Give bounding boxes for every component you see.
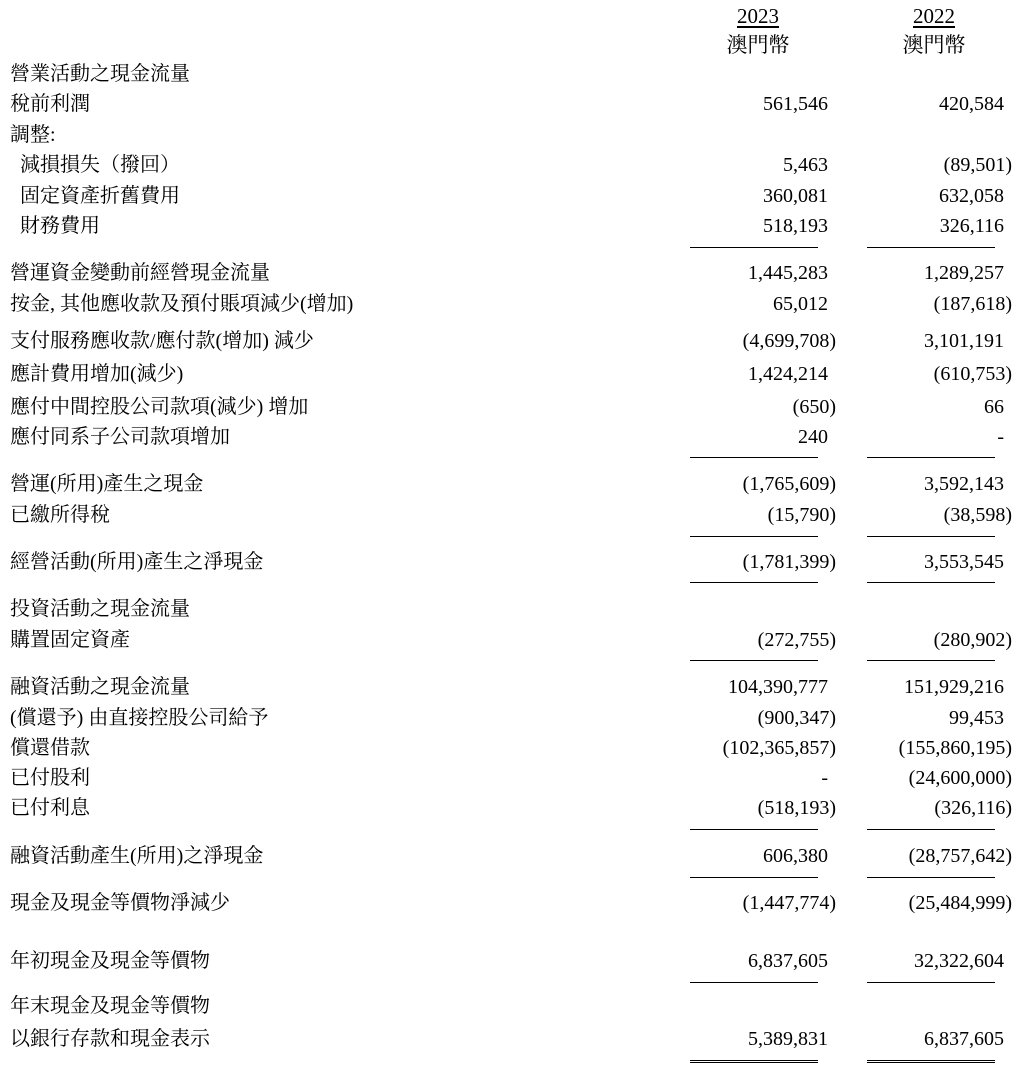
subtotal-rule — [867, 582, 995, 583]
value-2023: 6,837,605 — [748, 950, 828, 972]
value-2022: (326,116) — [934, 797, 1012, 819]
value-2022: 420,584 — [939, 93, 1004, 115]
subtotal-rule — [867, 877, 995, 878]
statement-row — [0, 734, 1016, 762]
subtotal-rule — [867, 829, 995, 830]
value-2022: (187,618) — [933, 293, 1012, 315]
statement-row — [0, 992, 1016, 1020]
value-2023: (518,193) — [757, 797, 836, 819]
value-2022: 326,116 — [939, 215, 1004, 237]
value-2023: (15,790) — [767, 504, 836, 526]
row-label: 稅前利潤 — [10, 93, 90, 115]
row-label: 現金及現金等價物淨減少 — [10, 892, 230, 914]
statement-row — [0, 889, 1016, 917]
value-2023: 104,390,777 — [728, 676, 828, 698]
row-label: 減損損失（撥回） — [20, 154, 180, 176]
row-label: (償還予) 由直接控股公司給予 — [10, 707, 269, 729]
value-2023: 1,445,283 — [748, 262, 828, 284]
currency-2023-heading: 澳門幣 — [726, 33, 790, 57]
value-2023: (102,365,857) — [722, 737, 836, 759]
row-label: 已付股利 — [10, 767, 90, 789]
value-2022: - — [997, 426, 1004, 448]
row-label: 應付中間控股公司款項(減少) 增加 — [10, 396, 309, 418]
value-2023: (1,781,399) — [742, 551, 836, 573]
value-2023: - — [821, 767, 828, 789]
value-2022: (155,860,195) — [898, 737, 1012, 759]
currency-2022-heading: 澳門幣 — [902, 33, 966, 57]
subtotal-rule — [690, 457, 818, 458]
statement-row — [0, 673, 1016, 701]
subtotal-rule — [690, 982, 818, 983]
total-double-rule — [690, 1060, 818, 1063]
statement-row — [0, 290, 1016, 318]
statement-row — [0, 360, 1016, 388]
row-label: 融資活動之現金流量 — [10, 676, 190, 698]
statement-row — [0, 182, 1016, 210]
row-label: 應計費用增加(減少) — [10, 363, 184, 385]
row-label: 營運資金變動前經營現金流量 — [10, 262, 270, 284]
value-2022: 632,058 — [939, 185, 1004, 207]
statement-row — [0, 90, 1016, 118]
value-2023: (1,765,609) — [742, 473, 836, 495]
row-label: 融資活動產生(所用)之淨現金 — [10, 845, 264, 867]
row-label: 已付利息 — [10, 797, 90, 819]
statement-row — [0, 764, 1016, 792]
row-label: 償還借款 — [10, 737, 90, 759]
row-label: 按金, 其他應收款及預付賬項減少(增加) — [10, 293, 354, 315]
statement-row — [0, 259, 1016, 287]
subtotal-rule — [867, 536, 995, 537]
statement-row — [0, 794, 1016, 822]
subtotal-rule — [690, 247, 818, 248]
value-2022: 6,837,605 — [924, 1028, 1004, 1050]
value-2022: (610,753) — [933, 363, 1012, 385]
column-header-2023 — [698, 4, 818, 57]
value-2023: (650) — [792, 396, 836, 418]
statement-row — [0, 595, 1016, 623]
row-label: 已繳所得稅 — [10, 504, 110, 526]
row-label: 購置固定資產 — [10, 629, 130, 651]
row-label: 投資活動之現金流量 — [10, 598, 190, 620]
statement-row — [0, 121, 1016, 149]
statement-row — [0, 626, 1016, 654]
statement-row — [0, 501, 1016, 529]
subtotal-rule — [867, 457, 995, 458]
value-2022: (280,902) — [933, 629, 1012, 651]
row-label: 以銀行存款和現金表示 — [10, 1028, 210, 1050]
value-2022: (24,600,000) — [908, 767, 1012, 789]
row-label: 固定資產折舊費用 — [20, 185, 180, 207]
row-label: 支付服務應收款/應付款(增加) 減少 — [10, 330, 314, 352]
value-2022: 99,453 — [949, 707, 1004, 729]
value-2023: (900,347) — [757, 707, 836, 729]
row-label: 年初現金及現金等價物 — [10, 950, 210, 972]
value-2023: (1,447,774) — [742, 892, 836, 914]
value-2023: 1,424,214 — [748, 363, 828, 385]
subtotal-rule — [867, 247, 995, 248]
value-2022: 32,322,604 — [914, 950, 1004, 972]
subtotal-rule — [867, 660, 995, 661]
value-2022: (28,757,642) — [908, 845, 1012, 867]
row-label: 經營活動(所用)產生之淨現金 — [10, 551, 264, 573]
statement-row — [0, 947, 1016, 975]
statement-row — [0, 704, 1016, 732]
statement-row — [0, 1025, 1016, 1053]
subtotal-rule — [867, 982, 995, 983]
value-2022: 3,592,143 — [924, 473, 1004, 495]
value-2023: 561,546 — [763, 93, 828, 115]
subtotal-rule — [690, 660, 818, 661]
statement-row — [0, 327, 1016, 355]
subtotal-rule — [690, 582, 818, 583]
value-2022: 151,929,216 — [904, 676, 1004, 698]
value-2023: (272,755) — [757, 629, 836, 651]
value-2022: (38,598) — [943, 504, 1012, 526]
value-2023: 518,193 — [763, 215, 828, 237]
value-2023: 65,012 — [773, 293, 828, 315]
year-2022-heading: 2022 — [913, 4, 955, 28]
value-2023: 360,081 — [763, 185, 828, 207]
value-2023: (4,699,708) — [742, 330, 836, 352]
subtotal-rule — [690, 877, 818, 878]
row-label: 營運(所用)產生之現金 — [10, 473, 204, 495]
value-2023: 606,380 — [763, 845, 828, 867]
statement-row — [0, 423, 1016, 451]
row-label: 營業活動之現金流量 — [10, 63, 190, 85]
statement-row — [0, 842, 1016, 870]
year-2023-heading: 2023 — [737, 4, 779, 28]
statement-row — [0, 470, 1016, 498]
value-2023: 5,389,831 — [748, 1028, 828, 1050]
row-label: 應付同系子公司款項增加 — [10, 426, 230, 448]
value-2022: 3,101,191 — [924, 330, 1004, 352]
value-2022: (25,484,999) — [908, 892, 1012, 914]
subtotal-rule — [690, 829, 818, 830]
column-header-2022 — [874, 4, 994, 57]
statement-row — [0, 151, 1016, 179]
statement-row — [0, 393, 1016, 421]
statement-row — [0, 548, 1016, 576]
total-double-rule — [867, 1060, 995, 1063]
row-label: 調整: — [10, 124, 56, 146]
value-2022: 66 — [984, 396, 1004, 418]
value-2022: 1,289,257 — [924, 262, 1004, 284]
subtotal-rule — [690, 536, 818, 537]
value-2022: 3,553,545 — [924, 551, 1004, 573]
row-label: 年末現金及現金等價物 — [10, 995, 210, 1017]
statement-row — [0, 60, 1016, 88]
value-2022: (89,501) — [943, 154, 1012, 176]
value-2023: 5,463 — [783, 154, 828, 176]
row-label: 財務費用 — [20, 215, 100, 237]
value-2023: 240 — [798, 426, 828, 448]
statement-row — [0, 212, 1016, 240]
